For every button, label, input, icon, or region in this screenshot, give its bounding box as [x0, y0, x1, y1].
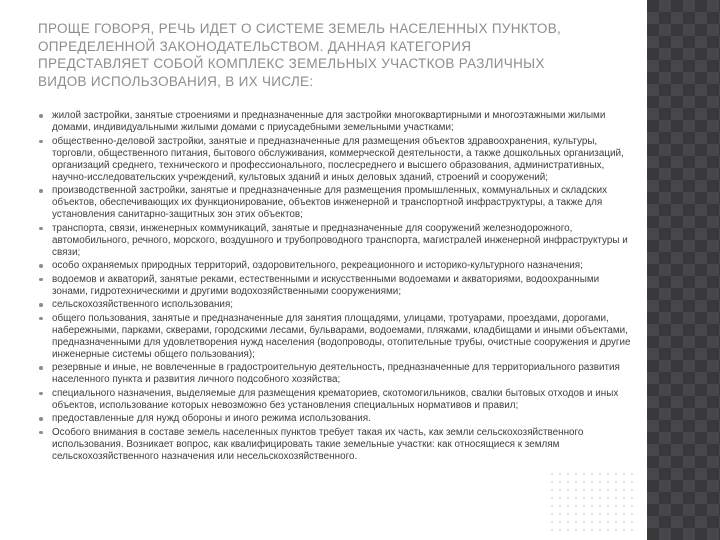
list-item	[38, 427, 636, 463]
list-item-text: водоемов и акваторий, занятые реками, естественными и искусственными водоемами и акваториями, водоохранными зонами, гидротехническими и другими водохозяйственными сооружениями;	[52, 273, 600, 297]
bullet-list	[38, 110, 636, 464]
decor-dots	[548, 470, 636, 534]
list-item-text: сельскохозяйственного использования;	[52, 299, 234, 310]
list-item	[38, 413, 636, 425]
list-item-text: жилой застройки, занятые строениями и предназначенные для застройки многоквартирными и многоэтажными жилыми домами, индивидуальными жилыми домами с приусадебными земельными участками;	[52, 110, 606, 133]
side-band-pattern	[647, 0, 720, 540]
list-item	[38, 136, 636, 184]
bullet-icon	[39, 264, 43, 268]
list-item-text: транспорта, связи, инженерных коммуникаций, занятые и предназначенные для сооружений железнодорожного, автомобильного, речного, морского, воздушного и трубопроводного транспорта, магистралей инженерной инфраструктуры и связи;	[52, 222, 628, 258]
list-item	[38, 260, 636, 272]
list-item	[38, 223, 636, 259]
bullet-icon	[39, 431, 43, 435]
list-item-text: предоставленные для нужд обороны и иного режима использования.	[52, 413, 371, 424]
bullet-icon	[39, 417, 43, 421]
list-item	[38, 299, 636, 311]
bullet-icon	[39, 114, 43, 118]
bullet-icon	[39, 392, 43, 396]
list-item-text: общественно-деловой застройки, занятые и предназначенные для размещения объектов здравоохранения, культуры, торговли, общественного питания, бытового обслуживания, коммерческой деятельности, а также дошкольных организаций, организаций среднего, технического и профессионального, послесреднего и высшего образования, административных, научно-исследовательских учреждений, культовых зданий и иных деловых зданий, строений и сооружений;	[52, 135, 624, 183]
bullet-icon	[39, 278, 43, 282]
list-item	[38, 185, 636, 221]
list-item	[38, 313, 636, 361]
list-item	[38, 388, 636, 412]
list-item-text: Особого внимания в составе земель населенных пунктов требует такая их часть, как земли сельскохозяйственного использования. Возникает вопрос, как квалифицировать такие земельные участки: как относящиеся к землям сельскохозяйственного назначения или несельскохозяйственного.	[52, 426, 584, 462]
bullet-icon	[39, 366, 43, 370]
list-item-text: общего пользования, занятые и предназначенные для занятия площадями, улицами, тротуарами, проездами, дорогами, набережными, парками, скверами, городскими лесами, бульварами, водоемами, пляжами, кладбищами и иными объектами, предназначенными для удовлетворения нужд населения (водопроводы, отопительные трубы, очистные сооружения и другие инженерные системы общего пользования);	[52, 312, 631, 360]
bullet-icon	[39, 140, 43, 144]
bullet-icon	[39, 317, 43, 321]
list-item	[38, 110, 636, 134]
bullet-icon	[39, 303, 43, 307]
list-item-text: резервные и иные, не вовлеченные в градостроительную деятельность, предназначенные для территориального развития населенного пункта и развития личного подсобного хозяйства;	[52, 362, 620, 385]
list-item-text: специального назначения, выделяемые для размещения крематориев, скотомогильников, свалки бытовых отходов и иных объектов, использование которых невозможно без установления специальных нормативов и правил;	[52, 387, 619, 411]
bullet-icon	[39, 189, 43, 193]
list-item-text: производственной застройки, занятые и предназначенные для размещения промышленных, коммунальных и складских объектов, обеспечивающих их функционирование, объектов инженерной и транспортной инфраструктуры, а также для установления санитарно-защитных зон этих объектов;	[52, 185, 608, 220]
list-item	[38, 362, 636, 386]
bullet-icon	[39, 227, 43, 231]
slide-title: ПРОЩЕ ГОВОРЯ, РЕЧЬ ИДЕТ О СИСТЕМЕ ЗЕМЕЛЬ НАСЕЛЕННЫХ ПУНКТОВ, ОПРЕДЕЛЕННОЙ ЗАКОНОДАТЕЛЬСТВОМ. ДАННАЯ КАТЕГОРИЯ ПРЕДСТАВЛЯЕТ СОБОЙ КОМПЛЕКС ЗЕМЕЛЬНЫХ УЧАСТКОВ РАЗЛИЧНЫХ ВИДОВ ИСПОЛЬЗОВАНИЯ, В ИХ ЧИСЛЕ:	[38, 21, 562, 89]
list-item	[38, 274, 636, 298]
list-item-text: особо охраняемых природных территорий, оздоровительного, рекреационного и историко-культурного назначения;	[52, 260, 583, 271]
